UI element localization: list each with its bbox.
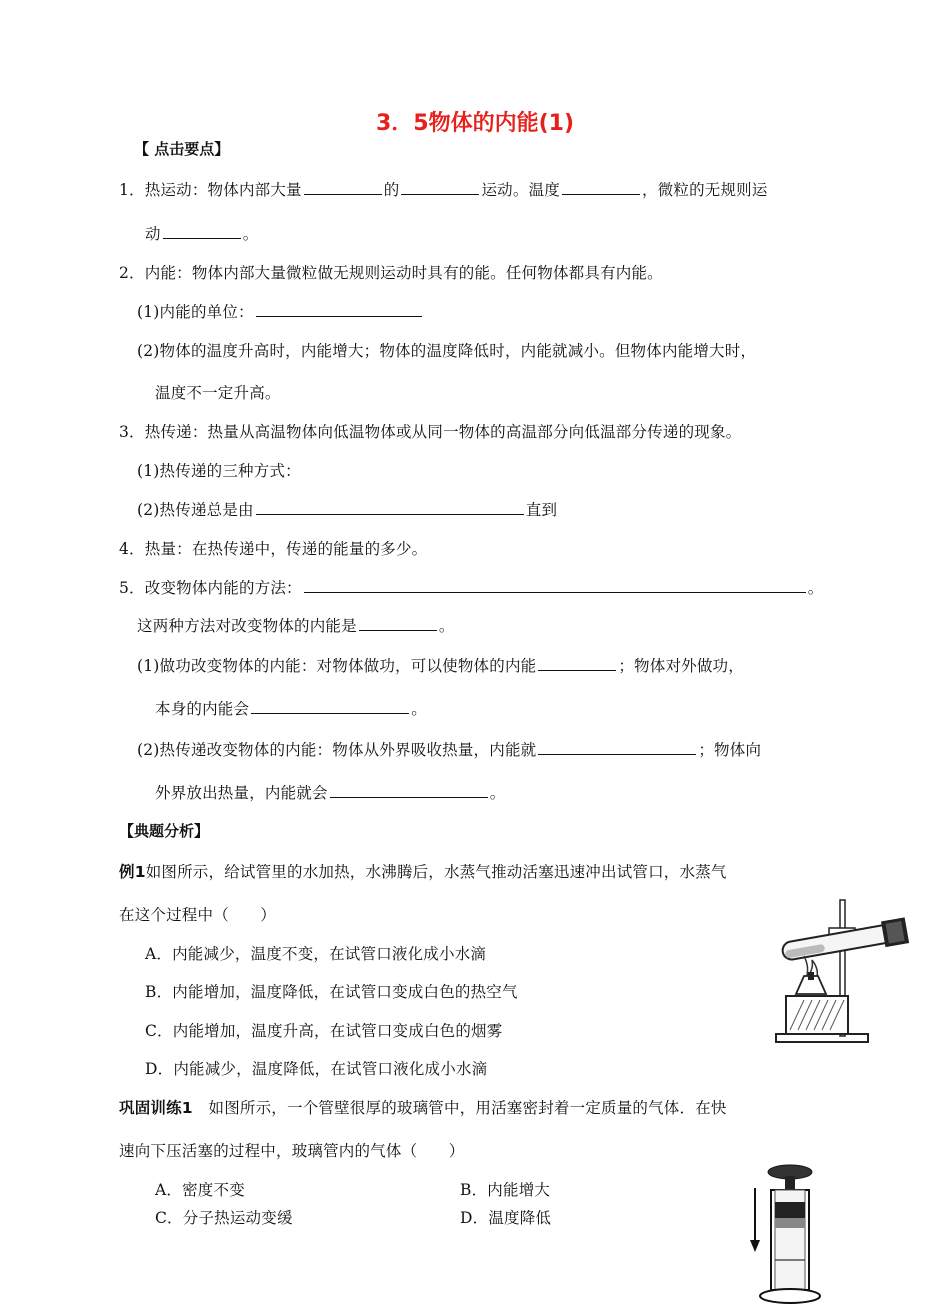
- item-4-line: 4．热量：在热传递中，传递的能量的多少。: [119, 540, 428, 558]
- blank[interactable]: [330, 783, 488, 798]
- item-5-text-a: 5．改变物体内能的方法：: [119, 579, 302, 597]
- example-1-option-a[interactable]: A．内能减少，温度不变，在试管口液化成小水滴: [145, 945, 487, 963]
- item-1-text-c: 运动。温度: [481, 181, 560, 199]
- item-5-2-line-1: [137, 738, 761, 760]
- practice-1-stem: [119, 1096, 727, 1118]
- item-1-text-a: 1．热运动：物体内部大量: [119, 181, 302, 199]
- example-1-option-d[interactable]: D．内能减少，温度降低，在试管口液化成小水滴: [145, 1060, 488, 1078]
- item-1-text-d: ，微粒的无规则运: [641, 181, 768, 199]
- example-1-option-c[interactable]: C．内能增加，温度升高，在试管口变成白色的烟雾: [145, 1022, 503, 1040]
- item-2-1-text: (1)内能的单位：: [137, 303, 254, 321]
- item-5-line-2: [137, 614, 455, 636]
- item-5-1-line-1: [137, 654, 744, 676]
- practice-1-option-b[interactable]: B．内能增大: [460, 1181, 551, 1199]
- example-1-option-b[interactable]: B．内能增加，温度降低，在试管口变成白色的热空气: [145, 983, 518, 1001]
- item-1-line-2: [145, 222, 258, 244]
- practice-1-option-d[interactable]: D．温度降低: [460, 1209, 552, 1227]
- section-heading-examples: 【典题分析】: [119, 822, 210, 840]
- item-5-1-line-2: [155, 697, 427, 719]
- item-5-1-text-d: 。: [411, 700, 427, 718]
- blank[interactable]: [256, 302, 422, 317]
- item-1-line-1: [119, 178, 768, 200]
- item-5-2-text-d: 。: [489, 784, 506, 802]
- item-1-text-b: 的: [383, 181, 400, 199]
- example-1-stem-2: 在这个过程中（ ）: [119, 906, 277, 924]
- item-5-2-text-b: ；物体向: [698, 741, 762, 759]
- page-title: 3．5物体的内能(1): [375, 111, 575, 136]
- item-1-text-f: 。: [242, 225, 259, 243]
- blank[interactable]: [304, 180, 382, 195]
- blank[interactable]: [304, 578, 806, 593]
- section-heading-key-points: 【 点击要点】: [134, 140, 230, 158]
- item-5-1-text-c: 本身的内能会: [155, 700, 250, 718]
- item-5-2-text-c: 外界放出热量，内能就会: [155, 784, 328, 802]
- example-1-stem: [119, 860, 727, 882]
- practice-1-stem-2: 速向下压活塞的过程中，玻璃管内的气体（ ）: [119, 1142, 465, 1160]
- item-1-text-e: 动: [145, 225, 161, 243]
- item-5b-text-b: 。: [438, 617, 455, 635]
- item-2-2-line-1: (2)物体的温度升高时，内能增大；物体的温度降低时，内能就减小。但物体内能增大时，: [137, 342, 757, 360]
- example-1-label: 例1: [119, 863, 146, 881]
- blank[interactable]: [562, 180, 640, 195]
- practice-1-label: 巩固训练1: [119, 1099, 193, 1117]
- item-3-2-text-a: (2)热传递总是由: [137, 501, 254, 519]
- item-2-2-line-2: 温度不一定升高。: [155, 384, 281, 402]
- item-5-1-text-b: ；物体对外做功，: [618, 657, 744, 675]
- item-3-1-line: (1)热传递的三种方式：: [137, 462, 301, 480]
- practice-1-text: 如图所示，一个管壁很厚的玻璃管中，用活塞密封着一定质量的气体．在快: [192, 1099, 727, 1117]
- item-5-line: [119, 576, 823, 598]
- item-2-line: 2．内能：物体内部大量微粒做无规则运动时具有的能。任何物体都具有内能。: [119, 264, 663, 282]
- item-5-2-text-a: (2)热传递改变物体的内能：物体从外界吸收热量，内能就: [137, 741, 537, 759]
- blank[interactable]: [256, 500, 524, 515]
- example-1-text: 如图所示，给试管里的水加热，水沸腾后，水蒸气推动活塞迅速冲出试管口，水蒸气: [145, 863, 727, 881]
- item-5-text-b: 。: [807, 579, 824, 597]
- blank[interactable]: [538, 740, 696, 755]
- item-3-2-line: [137, 498, 557, 520]
- item-3-2-text-b: 直到: [525, 501, 558, 519]
- blank[interactable]: [538, 656, 616, 671]
- piston-cylinder-figure: [745, 1160, 825, 1310]
- practice-1-option-a[interactable]: A．密度不变: [155, 1181, 245, 1199]
- item-3-line: 3．热传递：热量从高温物体向低温物体或从同一物体的高温部分向低温部分传递的现象。: [119, 423, 742, 441]
- blank[interactable]: [401, 180, 479, 195]
- item-5-1-text-a: (1)做功改变物体的内能：对物体做功，可以使物体的内能: [137, 657, 537, 675]
- blank[interactable]: [359, 616, 437, 631]
- blank[interactable]: [163, 224, 241, 239]
- item-5-2-line-2: [155, 781, 505, 803]
- test-tube-heating-figure: [774, 898, 914, 1048]
- blank[interactable]: [251, 699, 409, 714]
- item-2-1-line: [137, 300, 424, 322]
- practice-1-option-c[interactable]: C．分子热运动变缓: [155, 1209, 293, 1227]
- item-5b-text-a: 这两种方法对改变物体的内能是: [137, 617, 357, 635]
